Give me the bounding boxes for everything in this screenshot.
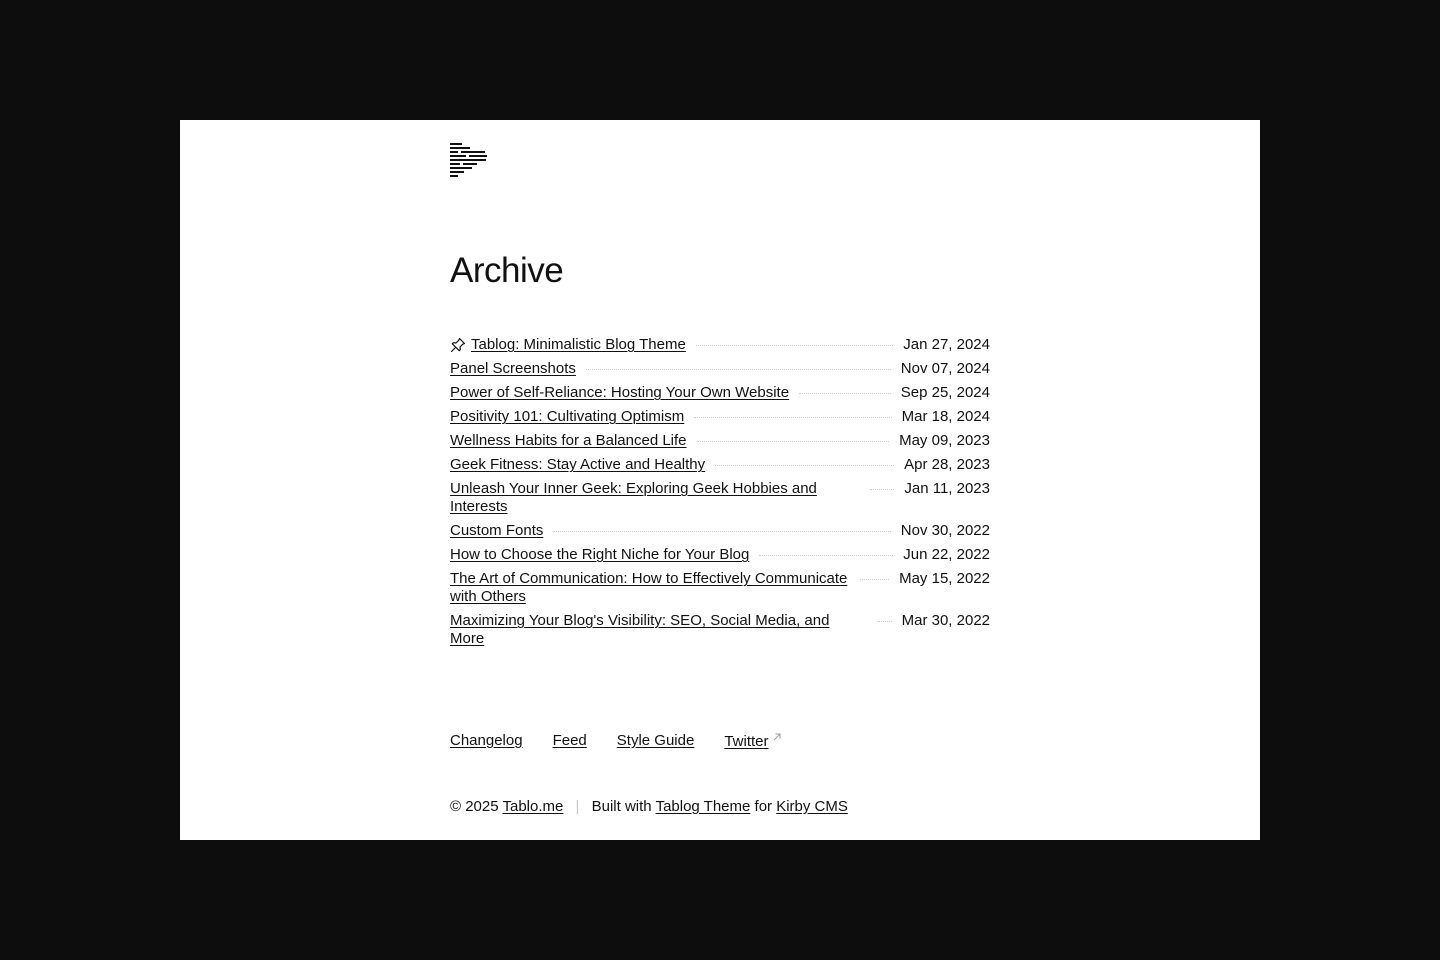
archive-item [450,360,990,378]
footer-link-changelog[interactable]: Changelog [450,732,523,749]
archive-item-title-wrap [450,384,789,402]
archive-item-title-wrap [450,612,868,648]
archive-date: Nov 07, 2024 [900,360,990,377]
archive-item-title-wrap [450,336,686,354]
archive-date: Mar 18, 2024 [901,408,990,425]
archive-date: May 09, 2023 [899,432,990,449]
archive-item-title-wrap [450,408,684,426]
dotted-leader [860,570,889,580]
archive-item [450,612,990,648]
dotted-leader [870,480,894,490]
archive-link[interactable]: The Art of Communication: How to Effectively Communicate with Others [450,570,848,605]
dotted-leader [878,612,892,622]
dotted-leader [696,336,893,346]
footer-nav [450,732,782,751]
footer-link-twitter[interactable]: Twitter [724,733,769,750]
archive-date: Jan 27, 2024 [903,336,990,353]
dotted-leader [586,360,891,370]
archive-item-title-wrap [450,360,576,378]
archive-date: Sep 25, 2024 [900,384,990,401]
archive-item-title-wrap [450,432,687,450]
dotted-leader [553,522,890,532]
footer-link-twitter-wrap [724,732,781,751]
archive-item-title-wrap [450,522,543,540]
archive-item [450,336,990,354]
archive-link[interactable]: Geek Fitness: Stay Active and Healthy [450,456,706,473]
site-logo-icon[interactable] [450,143,488,179]
archive-link[interactable]: Tablog: Minimalistic Blog Theme [471,336,686,353]
pin-icon [450,337,466,353]
cms-link[interactable]: Kirby CMS [776,798,848,815]
for-text: for [754,798,773,815]
copyright-prefix: © 2025 [450,798,499,815]
footer-link-feed[interactable]: Feed [552,732,587,749]
archive-item [450,384,990,402]
archive-item-title-wrap [450,480,860,516]
archive-link[interactable]: Positivity 101: Cultivating Optimism [450,408,685,425]
dotted-leader [715,456,894,466]
dotted-leader [799,384,891,394]
site-link[interactable]: Tablo.me [502,798,564,815]
archive-link[interactable]: Custom Fonts [450,522,544,539]
archive-item [450,570,990,606]
theme-link[interactable]: Tablog Theme [655,798,751,815]
archive-date: Nov 30, 2022 [900,522,990,539]
archive-date: Jun 22, 2022 [903,546,990,563]
dotted-leader [759,546,893,556]
archive-item [450,456,990,474]
separator: | [575,798,580,815]
archive-date: Jan 11, 2023 [904,480,990,497]
archive-item [450,480,990,516]
dotted-leader [697,432,890,442]
archive-date: May 15, 2022 [899,570,990,587]
dotted-leader [694,408,891,418]
archive-list [450,336,990,654]
archive-item [450,408,990,426]
archive-link[interactable]: Panel Screenshots [450,360,576,377]
archive-link[interactable]: How to Choose the Right Niche for Your Blog [450,546,750,563]
archive-date: Apr 28, 2023 [904,456,990,473]
archive-item-title-wrap [450,570,850,606]
archive-link[interactable]: Maximizing Your Blog's Visibility: SEO, Social Media, and More [450,612,830,647]
built-with-text: Built with [591,798,652,815]
copyright [450,798,848,816]
page-title: Archive [450,251,564,290]
archive-item [450,432,990,450]
archive-link[interactable]: Unleash Your Inner Geek: Exploring Geek Hobbies and Interests [450,480,817,515]
archive-item [450,522,990,540]
archive-link[interactable]: Power of Self-Reliance: Hosting Your Own Website [450,384,790,401]
page-frame [180,120,1260,840]
archive-item [450,546,990,564]
archive-item-title-wrap [450,456,705,474]
external-link-icon [772,732,782,742]
archive-item-title-wrap [450,546,749,564]
archive-link[interactable]: Wellness Habits for a Balanced Life [450,432,687,449]
archive-date: Mar 30, 2022 [901,612,990,629]
footer-link-style-guide[interactable]: Style Guide [616,732,695,749]
